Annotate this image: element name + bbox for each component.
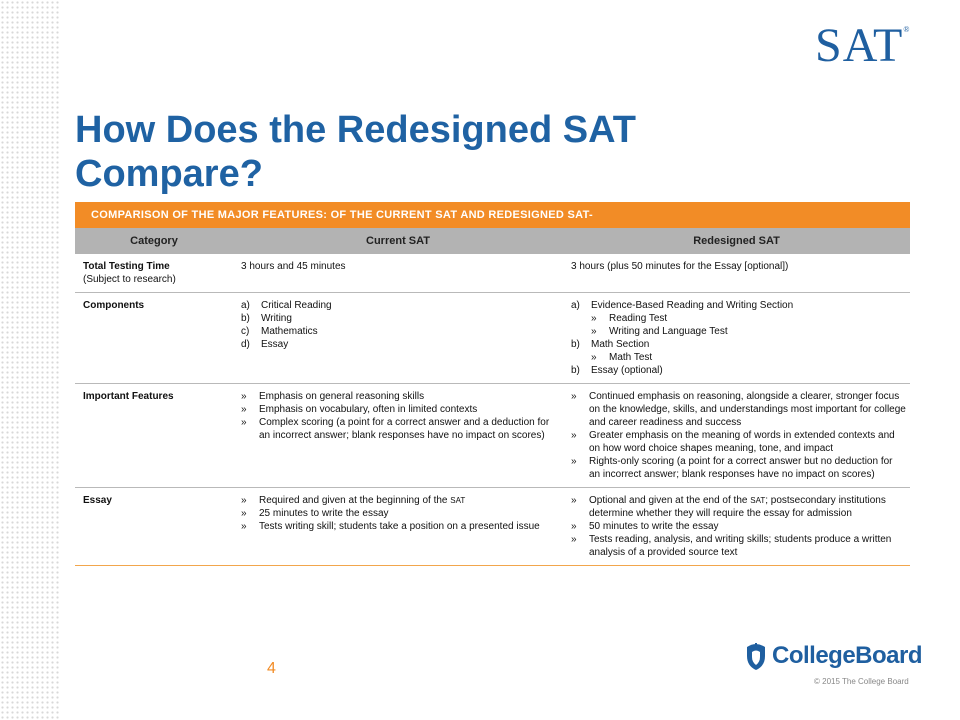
- list-item: d) Essay: [241, 339, 289, 350]
- comparison-table: [75, 228, 910, 566]
- redesigned-features-list: [571, 390, 906, 481]
- list-item: a) Critical Reading: [241, 300, 332, 311]
- list-item: » 50 minutes to write the essay: [571, 521, 719, 532]
- redesigned-cell: [563, 384, 910, 488]
- list-item: » Rights-only scoring (a point for a correct answer but no deduction for an incorrect answer; blank responses have no impact on scores): [571, 456, 893, 480]
- list-item: b) Math Section: [571, 339, 650, 350]
- list-item: » Emphasis on vocabulary, often in limited contexts: [241, 404, 478, 415]
- category-cell: Important Features: [75, 384, 233, 488]
- header-current-sat: Current SAT: [233, 228, 563, 254]
- current-cell: 3 hours and 45 minutes: [233, 254, 563, 293]
- list-item: » Writing and Language Test: [591, 326, 728, 337]
- table-row-components: [75, 293, 910, 384]
- list-item: » Continued emphasis on reasoning, alongside a clearer, stronger focus on the knowledge, skills, and understandings most important for college and career readiness and success: [571, 391, 906, 428]
- list-item: » Tests writing skill; students take a position on a presented issue: [241, 521, 540, 532]
- sat-logo: SAT®: [815, 19, 910, 72]
- category-cell: Components: [75, 293, 233, 384]
- category-cell: Essay: [75, 488, 233, 566]
- list-item: c) Mathematics: [241, 326, 318, 337]
- comparison-banner: COMPARISON OF THE MAJOR FEATURES: OF THE CURRENT SAT AND REDESIGNED SAT-: [75, 202, 910, 228]
- current-cell: [233, 488, 563, 566]
- table-row-important-features: [75, 384, 910, 488]
- copyright-text: © 2015 The College Board: [814, 677, 909, 686]
- slide-title: How Does the Redesigned SAT Compare?: [75, 109, 636, 195]
- acorn-shield-icon: [744, 641, 768, 671]
- list-item: » Math Test: [591, 352, 653, 363]
- list-item: » Optional and given at the end of the SAT; postsecondary institutions determine whether they will require the essay for admission: [571, 495, 886, 519]
- current-cell: [233, 293, 563, 384]
- dotted-margin-decoration: [0, 0, 60, 720]
- list-item: a) Evidence-Based Reading and Writing Section: [571, 300, 794, 311]
- current-cell: [233, 384, 563, 488]
- redesigned-cell: [563, 293, 910, 384]
- list-item: » Complex scoring (a point for a correct answer and a deduction for an incorrect answer; blank responses have no impact on scores): [241, 417, 550, 441]
- list-item: » Reading Test: [591, 313, 668, 324]
- redesigned-cell: [563, 488, 910, 566]
- list-item: » Tests reading, analysis, and writing skills; students produce a written analysis of a provided source text: [571, 534, 892, 558]
- list-item: b) Writing: [241, 313, 292, 324]
- redesigned-cell: 3 hours (plus 50 minutes for the Essay [optional]): [563, 254, 910, 293]
- current-components-list: [241, 299, 559, 351]
- current-essay-list: [241, 494, 559, 533]
- list-item: » 25 minutes to write the essay: [241, 508, 389, 519]
- list-item: b) Essay (optional): [571, 365, 663, 376]
- list-item: » Emphasis on general reasoning skills: [241, 391, 425, 402]
- redesigned-components-list: [571, 299, 906, 377]
- category-cell: Total Testing Time (Subject to research): [75, 254, 233, 293]
- header-category: Category: [75, 228, 233, 254]
- table-row-testing-time: [75, 254, 910, 293]
- page-number: 4: [267, 660, 276, 677]
- nested-list-container: [571, 312, 906, 338]
- table-header-row: [75, 228, 910, 254]
- header-redesigned-sat: Redesigned SAT: [563, 228, 910, 254]
- college-board-logo: CollegeBoard: [744, 641, 922, 671]
- list-item: » Greater emphasis on the meaning of words in extended contexts and on how word choice shapes meaning, tone, and impact: [571, 430, 895, 454]
- table-row-essay: [75, 488, 910, 566]
- current-features-list: [241, 390, 559, 442]
- list-item: » Required and given at the beginning of the SAT: [241, 495, 466, 506]
- redesigned-essay-list: [571, 494, 906, 559]
- nested-list-container: [571, 351, 906, 364]
